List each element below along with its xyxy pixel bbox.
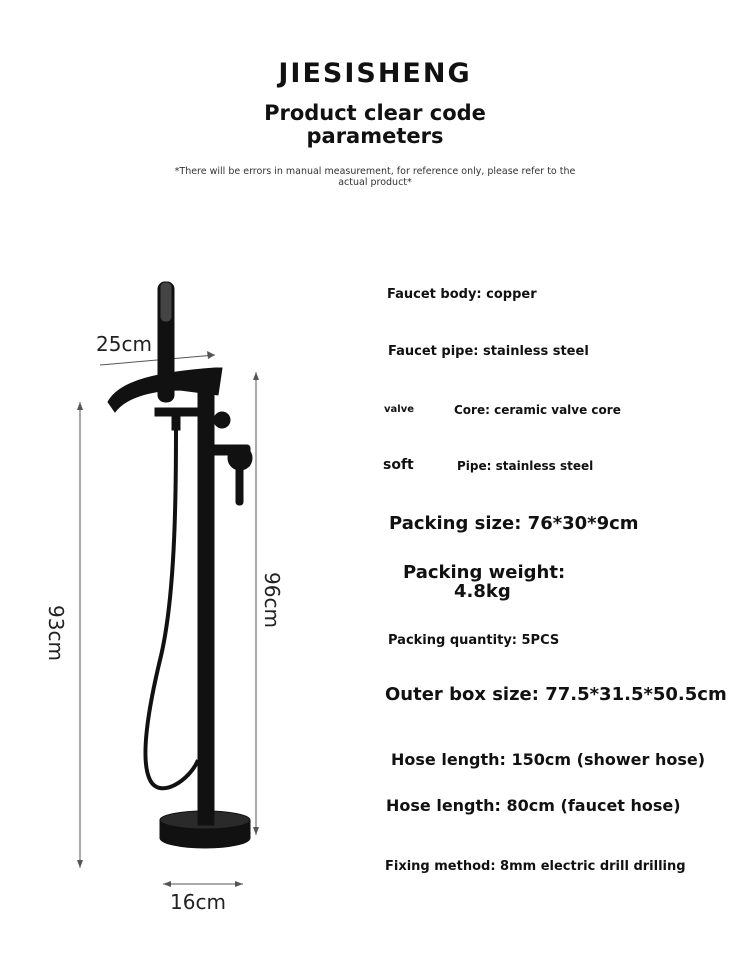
spec-outer-box: Outer box size: 77.5*31.5*50.5cm bbox=[385, 684, 727, 705]
faucet-body bbox=[108, 282, 252, 848]
spec-packing-size: Packing size: 76*30*9cm bbox=[389, 513, 639, 534]
brand-logo: JIESISHENG bbox=[278, 58, 472, 89]
spec-pipe: Pipe: stainless steel bbox=[457, 459, 594, 473]
spec-hose-shower: Hose length: 150cm (shower hose) bbox=[391, 750, 706, 769]
title-line-1: Product clear code bbox=[264, 101, 486, 125]
spec-fixing-method: Fixing method: 8mm electric drill drilling bbox=[385, 859, 686, 874]
spec-packing-weight: Packing weight: bbox=[403, 562, 566, 583]
spec-faucet-body: Faucet body: copper bbox=[387, 287, 537, 302]
dim-width-top: 25cm bbox=[96, 332, 152, 356]
spec-valve-prefix: valve bbox=[384, 404, 414, 415]
dim-base-width: 16cm bbox=[170, 890, 226, 914]
page-title bbox=[0, 102, 750, 148]
spec-packing-weight-value: 4.8kg bbox=[454, 581, 511, 602]
spec-core: Core: ceramic valve core bbox=[454, 403, 621, 417]
spec-faucet-pipe: Faucet pipe: stainless steel bbox=[388, 344, 589, 359]
title-line-2: parameters bbox=[306, 124, 444, 148]
spec-hose-faucet: Hose length: 80cm (faucet hose) bbox=[386, 796, 681, 815]
dim-height-pipe: 96cm bbox=[260, 572, 284, 628]
shower-hose bbox=[145, 430, 198, 788]
spec-soft-prefix: soft bbox=[383, 457, 414, 473]
faucet-illustration bbox=[0, 240, 340, 940]
measurement-note: *There will be errors in manual measurement, for reference only, please refer to the actual product* bbox=[174, 166, 576, 188]
spec-packing-quantity: Packing quantity: 5PCS bbox=[388, 633, 560, 648]
dim-height-total: 93cm bbox=[44, 605, 68, 661]
